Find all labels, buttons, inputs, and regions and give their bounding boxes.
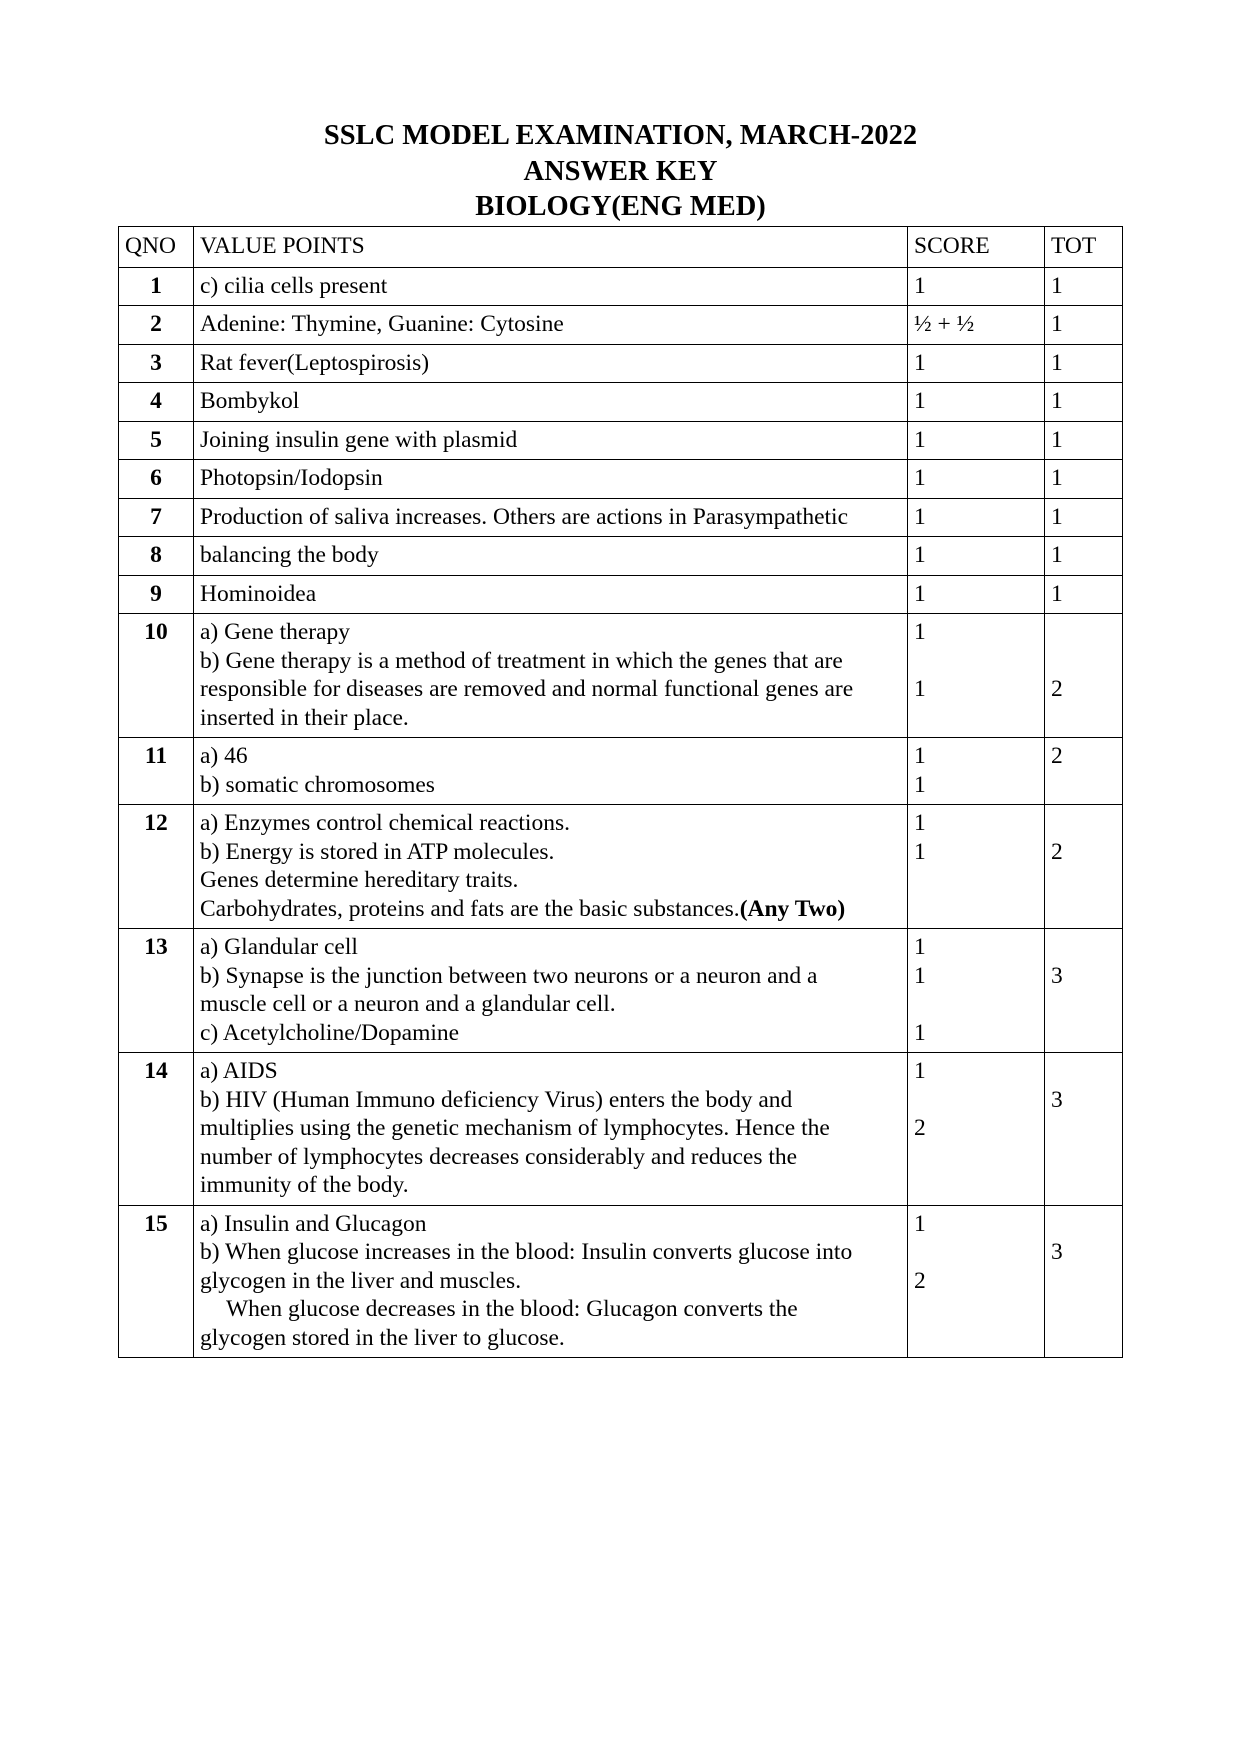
score-cell	[908, 1053, 1045, 1206]
value-line	[200, 704, 901, 733]
table-row	[119, 267, 1123, 306]
value-line-text: Production of saliva increases. Others are actions in Parasympathetic	[200, 503, 849, 530]
score-line-text: 1	[914, 465, 926, 491]
value-line	[200, 990, 901, 1019]
value-line	[200, 426, 901, 455]
total-line	[1051, 809, 1116, 838]
subject-title: BIOLOGY(ENG MED)	[475, 191, 766, 222]
value-points-cell	[194, 421, 908, 460]
total-cell	[1045, 460, 1123, 499]
value-line-text: c) cilia cells present	[200, 272, 388, 299]
total-cell	[1045, 383, 1123, 422]
total-line	[1051, 866, 1116, 895]
table-row	[119, 738, 1123, 805]
total-line-text: 3	[1051, 962, 1063, 989]
score-line-text: 1	[914, 503, 926, 530]
total-line	[1051, 1143, 1116, 1172]
value-line-text: b) Gene therapy is a method of treatment in which the genes that are	[200, 647, 843, 674]
any-two-note: (Any Two)	[739, 895, 846, 922]
total-line	[1051, 990, 1116, 1019]
value-line	[200, 895, 901, 924]
column-header-value-points: VALUE POINTS	[194, 227, 908, 268]
total-line	[1051, 675, 1116, 704]
table-row	[119, 929, 1123, 1053]
total-cell	[1045, 575, 1123, 614]
total-line-text: 1	[1051, 426, 1063, 453]
total-cell	[1045, 1205, 1123, 1358]
score-cell	[908, 805, 1045, 929]
value-line-text: responsible for diseases are removed and normal functional genes are	[200, 676, 854, 702]
value-line	[200, 675, 901, 704]
score-cell	[908, 1205, 1045, 1358]
value-line-text: a) Enzymes control chemical reactions.	[200, 810, 570, 836]
question-number: 13	[119, 929, 194, 1053]
total-line	[1051, 962, 1116, 991]
column-header-qno: QNO	[119, 227, 194, 268]
score-cell	[908, 575, 1045, 614]
total-line	[1051, 1210, 1116, 1239]
table-row	[119, 344, 1123, 383]
score-line	[914, 618, 1038, 647]
value-line-text: multiplies using the genetic mechanism of lymphocytes. Hence the	[200, 1115, 830, 1141]
score-line	[914, 503, 1038, 532]
score-line	[914, 771, 1038, 800]
value-line	[200, 933, 901, 962]
score-cell	[908, 738, 1045, 805]
table-row	[119, 537, 1123, 576]
total-line-text: 1	[1051, 542, 1063, 568]
value-line	[200, 387, 901, 416]
value-line-text: muscle cell or a neuron and a glandular cell.	[200, 991, 616, 1017]
total-cell	[1045, 498, 1123, 537]
total-cell	[1045, 738, 1123, 805]
value-points-cell	[194, 805, 908, 929]
total-line	[1051, 1238, 1116, 1267]
table-row	[119, 460, 1123, 499]
value-line-text: a) 46	[200, 743, 248, 769]
score-line-text: 1	[914, 838, 926, 865]
value-line	[200, 1295, 901, 1324]
value-line	[200, 742, 901, 771]
total-line	[1051, 1267, 1116, 1296]
value-line-text: balancing the body	[200, 542, 379, 568]
score-line	[914, 809, 1038, 838]
column-header-tot: TOT	[1045, 227, 1123, 268]
value-line	[200, 866, 901, 895]
score-line	[914, 866, 1038, 895]
total-line-text: 1	[1051, 349, 1063, 376]
total-line-text: 3	[1051, 1239, 1063, 1265]
column-header-score: SCORE	[908, 227, 1045, 268]
score-cell	[908, 929, 1045, 1053]
total-cell	[1045, 537, 1123, 576]
score-line	[914, 1238, 1038, 1267]
score-line	[914, 675, 1038, 704]
value-line-text: Bombykol	[200, 388, 300, 414]
value-line	[200, 1057, 901, 1086]
score-line-text: 1	[914, 1058, 926, 1084]
value-points-cell	[194, 267, 908, 306]
score-line	[914, 1143, 1038, 1172]
value-points-cell	[194, 460, 908, 499]
score-line-text: 1	[914, 388, 926, 414]
total-cell	[1045, 614, 1123, 738]
value-line-text: c) Acetylcholine/Dopamine	[200, 1019, 460, 1046]
total-line	[1051, 1295, 1116, 1324]
value-line-text: glycogen stored in the liver to glucose.	[200, 1324, 565, 1351]
total-line	[1051, 742, 1116, 771]
score-line-text: 1	[914, 272, 926, 299]
total-line	[1051, 1057, 1116, 1086]
score-line	[914, 1210, 1038, 1239]
value-line	[200, 1143, 901, 1172]
question-number: 1	[119, 267, 194, 306]
score-line	[914, 1019, 1038, 1048]
table-row	[119, 614, 1123, 738]
score-line-text: ½ + ½	[914, 311, 975, 337]
score-line	[914, 990, 1038, 1019]
value-line	[200, 272, 901, 301]
total-line-text: 2	[1051, 838, 1063, 865]
value-points-cell	[194, 498, 908, 537]
value-line-text: glycogen in the liver and muscles.	[200, 1267, 522, 1294]
value-line	[200, 310, 901, 339]
table-row	[119, 1053, 1123, 1206]
value-line	[200, 647, 901, 676]
value-line	[200, 838, 901, 867]
question-number: 8	[119, 537, 194, 576]
question-number: 6	[119, 460, 194, 499]
total-line	[1051, 618, 1116, 647]
score-line	[914, 464, 1038, 493]
total-line	[1051, 933, 1116, 962]
score-cell	[908, 614, 1045, 738]
value-line-text: Carbohydrates, proteins and fats are the basic substances.	[200, 895, 740, 922]
total-line	[1051, 541, 1116, 570]
value-points-cell	[194, 344, 908, 383]
value-points-cell	[194, 1053, 908, 1206]
total-line	[1051, 838, 1116, 867]
score-line	[914, 1171, 1038, 1200]
score-line	[914, 310, 1038, 339]
value-line-text: inserted in their place.	[200, 704, 409, 731]
score-line-text: 1	[914, 619, 926, 645]
value-line	[200, 464, 901, 493]
table-row	[119, 575, 1123, 614]
score-line-text: 2	[914, 1267, 926, 1294]
score-line-text: 2	[914, 1115, 926, 1141]
total-line	[1051, 580, 1116, 609]
total-line	[1051, 704, 1116, 733]
score-cell	[908, 267, 1045, 306]
score-line	[914, 838, 1038, 867]
total-cell	[1045, 267, 1123, 306]
question-number: 4	[119, 383, 194, 422]
table-row	[119, 383, 1123, 422]
total-line	[1051, 272, 1116, 301]
value-line	[200, 580, 901, 609]
value-line	[200, 618, 901, 647]
question-number: 14	[119, 1053, 194, 1206]
score-line	[914, 647, 1038, 676]
value-line	[200, 541, 901, 570]
score-line	[914, 1324, 1038, 1353]
value-line	[200, 503, 901, 532]
question-number: 3	[119, 344, 194, 383]
score-cell	[908, 383, 1045, 422]
value-line-text: a) Insulin and Glucagon	[200, 1210, 427, 1237]
value-line	[200, 1238, 901, 1267]
question-number: 11	[119, 738, 194, 805]
score-line-text: 1	[914, 1210, 926, 1237]
score-line	[914, 742, 1038, 771]
question-number: 2	[119, 306, 194, 345]
score-line	[914, 1057, 1038, 1086]
total-cell	[1045, 421, 1123, 460]
total-cell	[1045, 929, 1123, 1053]
value-line	[200, 1086, 901, 1115]
total-line-text: 1	[1051, 503, 1063, 530]
value-line-text: b) Energy is stored in ATP molecules.	[200, 838, 555, 865]
total-line	[1051, 1171, 1116, 1200]
score-cell	[908, 421, 1045, 460]
score-line-text: 1	[914, 934, 926, 960]
value-line-text: Joining insulin gene with plasmid	[200, 426, 518, 453]
score-line	[914, 387, 1038, 416]
table-header-row	[119, 227, 1123, 268]
value-line	[200, 1171, 901, 1200]
answer-key-title: ANSWER KEY	[523, 155, 718, 187]
score-line	[914, 1086, 1038, 1115]
score-line-text: 1	[914, 771, 926, 798]
total-line	[1051, 1324, 1116, 1353]
score-line-text: 1	[914, 426, 926, 453]
score-line	[914, 933, 1038, 962]
value-line	[200, 1324, 901, 1353]
score-line	[914, 962, 1038, 991]
table-row	[119, 498, 1123, 537]
score-line	[914, 1114, 1038, 1143]
value-line-text: Photopsin/Iodopsin	[200, 465, 383, 491]
score-line-text: 1	[914, 580, 926, 607]
total-line	[1051, 464, 1116, 493]
exam-title: SSLC MODEL EXAMINATION, MARCH-2022	[323, 120, 918, 151]
value-points-cell	[194, 614, 908, 738]
value-line	[200, 349, 901, 378]
question-number: 5	[119, 421, 194, 460]
value-points-cell	[194, 537, 908, 576]
score-line	[914, 1267, 1038, 1296]
value-line-text: b) somatic chromosomes	[200, 771, 435, 798]
value-line-text: Adenine: Thymine, Guanine: Cytosine	[200, 311, 564, 337]
total-line-text: 1	[1051, 311, 1063, 337]
score-line	[914, 1295, 1038, 1324]
total-line	[1051, 349, 1116, 378]
total-cell	[1045, 1053, 1123, 1206]
value-line-text: Genes determine hereditary traits.	[200, 867, 519, 893]
value-line	[200, 1114, 901, 1143]
question-number: 15	[119, 1205, 194, 1358]
value-line-text: b) HIV (Human Immuno deficiency Virus) enters the body and	[200, 1086, 793, 1113]
total-cell	[1045, 306, 1123, 345]
total-line-text: 1	[1051, 272, 1063, 299]
total-line-text: 1	[1051, 580, 1063, 607]
value-line	[200, 962, 901, 991]
value-line-text: immunity of the body.	[200, 1172, 409, 1198]
score-line-text: 1	[914, 542, 926, 568]
value-line	[200, 1267, 901, 1296]
total-line	[1051, 503, 1116, 532]
score-line	[914, 580, 1038, 609]
question-number: 10	[119, 614, 194, 738]
score-line	[914, 349, 1038, 378]
total-cell	[1045, 344, 1123, 383]
total-line	[1051, 1086, 1116, 1115]
value-line	[200, 771, 901, 800]
total-line	[1051, 1114, 1116, 1143]
score-line-text: 1	[914, 962, 926, 989]
table-row	[119, 1205, 1123, 1358]
value-line-text: number of lymphocytes decreases considerably and reduces the	[200, 1143, 798, 1170]
total-line-text: 1	[1051, 388, 1063, 414]
score-line-text: 1	[914, 743, 926, 769]
total-line-text: 3	[1051, 1086, 1063, 1113]
total-line	[1051, 895, 1116, 924]
question-number: 12	[119, 805, 194, 929]
value-points-cell	[194, 738, 908, 805]
total-cell	[1045, 805, 1123, 929]
score-cell	[908, 537, 1045, 576]
table-row	[119, 421, 1123, 460]
score-cell	[908, 344, 1045, 383]
value-line-text: Hominoidea	[200, 580, 317, 607]
answer-key-table	[118, 226, 1123, 1358]
value-line	[200, 1019, 901, 1048]
score-line	[914, 704, 1038, 733]
question-number: 9	[119, 575, 194, 614]
value-line-text: a) Gene therapy	[200, 619, 351, 645]
value-line	[200, 809, 901, 838]
value-line-text: b) Synapse is the junction between two neurons or a neuron and a	[200, 962, 818, 989]
score-line	[914, 426, 1038, 455]
value-points-cell	[194, 306, 908, 345]
value-points-cell	[194, 575, 908, 614]
value-line-text: a) AIDS	[200, 1058, 278, 1084]
value-points-cell	[194, 929, 908, 1053]
total-line	[1051, 1019, 1116, 1048]
total-line	[1051, 387, 1116, 416]
value-line-text: Rat fever(Leptospirosis)	[200, 349, 430, 376]
value-line-text: b) When glucose increases in the blood: Insulin converts glucose into	[200, 1239, 853, 1265]
score-line-text: 1	[914, 676, 926, 702]
score-cell	[908, 306, 1045, 345]
value-points-cell	[194, 1205, 908, 1358]
score-line-text: 1	[914, 810, 926, 836]
score-line	[914, 541, 1038, 570]
score-line	[914, 272, 1038, 301]
score-cell	[908, 498, 1045, 537]
score-line-text: 1	[914, 349, 926, 376]
value-points-cell	[194, 383, 908, 422]
value-line	[200, 1210, 901, 1239]
score-line-text: 1	[914, 1019, 926, 1046]
total-line-text: 1	[1051, 465, 1063, 491]
value-line-text: a) Glandular cell	[200, 934, 358, 960]
total-line-text: 2	[1051, 743, 1063, 769]
score-line	[914, 895, 1038, 924]
total-line	[1051, 310, 1116, 339]
total-line-text: 2	[1051, 676, 1063, 702]
total-line	[1051, 426, 1116, 455]
score-cell	[908, 460, 1045, 499]
total-line	[1051, 647, 1116, 676]
document-header	[0, 118, 1241, 225]
question-number: 7	[119, 498, 194, 537]
table-row	[119, 306, 1123, 345]
table-row	[119, 805, 1123, 929]
value-line-text: When glucose decreases in the blood: Glucagon converts the	[226, 1296, 798, 1322]
total-line	[1051, 771, 1116, 800]
